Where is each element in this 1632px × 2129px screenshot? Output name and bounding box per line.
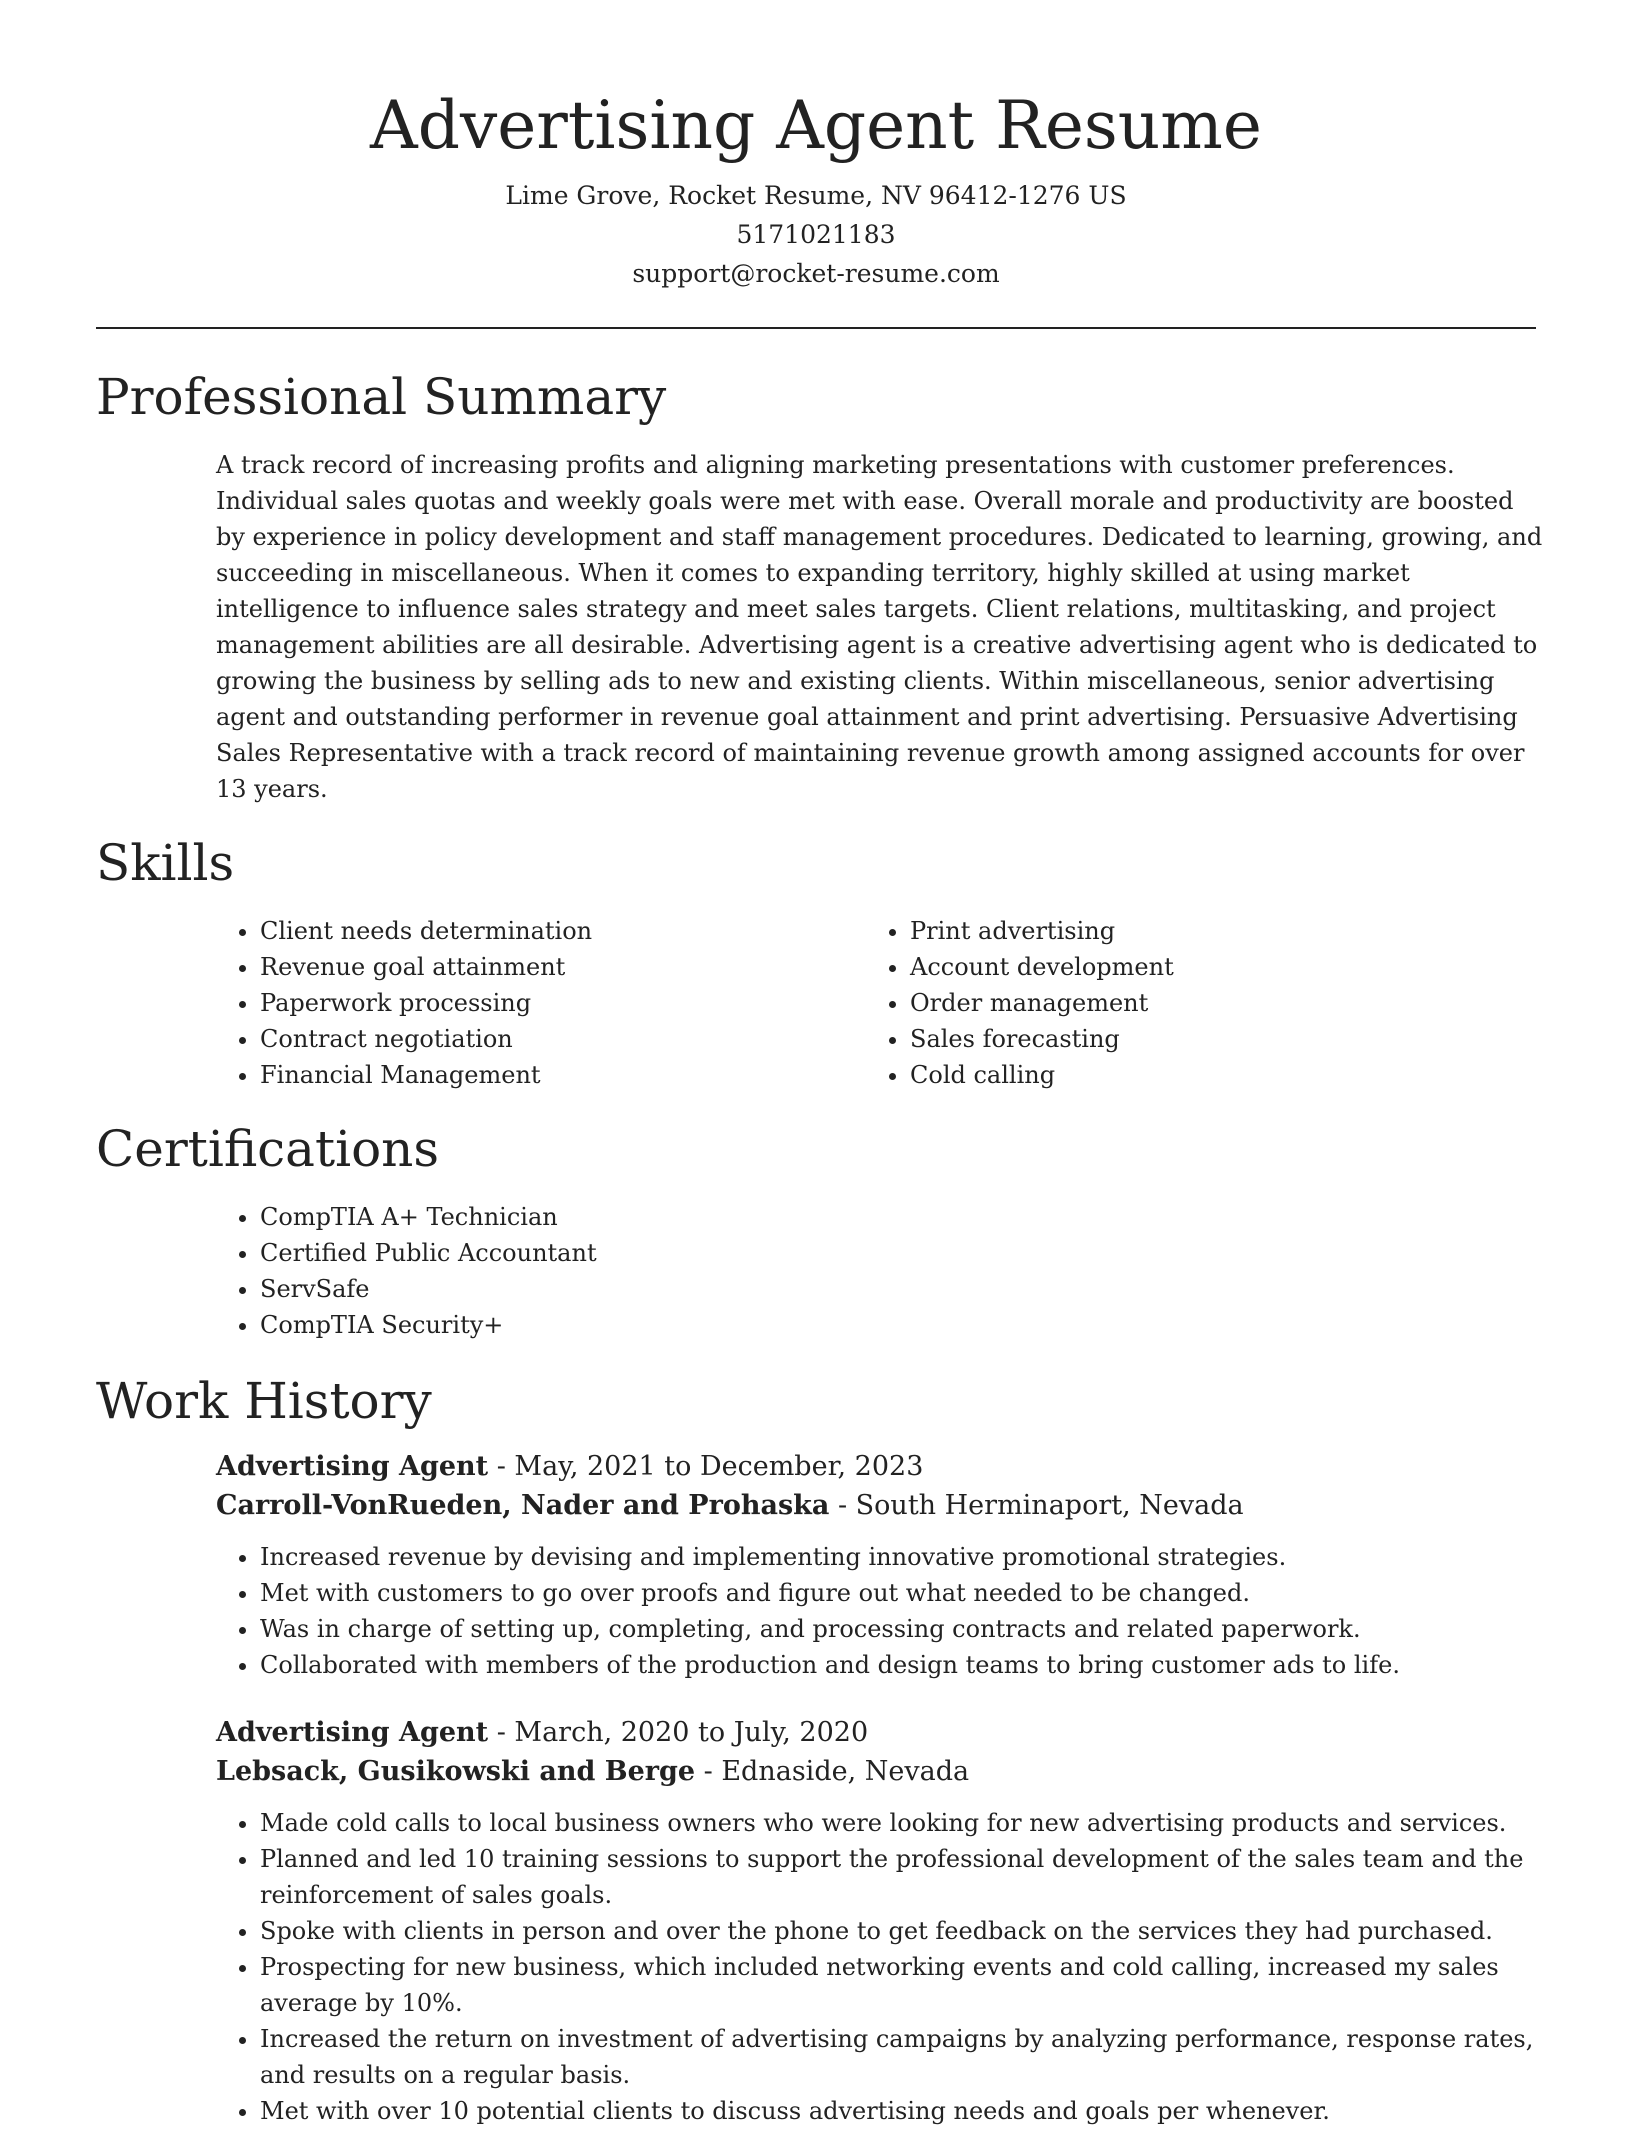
resume-header [96, 0, 1536, 293]
job-company-line: Lebsack, Gusikowski and Berge - Ednaside, Nevada [216, 1756, 970, 1787]
skill-item: • Revenue goal attainment [260, 949, 866, 985]
job-bullets [216, 1539, 1550, 1683]
job-bullet: • Increased the return on investment of advertising campaigns by analyzing performance, response rates, and results on a regular basis. [260, 2021, 1550, 2093]
job-title: Advertising Agent [216, 1451, 489, 1482]
job-bullets [216, 1805, 1550, 2129]
skills-column-left [216, 913, 866, 1093]
certifications-heading: Certifications [96, 1120, 440, 1178]
certification-item: • ServSafe [260, 1271, 1536, 1307]
job-company: Lebsack, Gusikowski and Berge [216, 1756, 696, 1787]
job-bullet: • Collaborated with members of the production and design teams to bring customer ads to life. [260, 1647, 1550, 1683]
skill-item: • Paperwork processing [260, 985, 866, 1021]
job-bullet: • Increased revenue by devising and implementing innovative promotional strategies. [260, 1539, 1550, 1575]
job-bullet: • Was in charge of setting up, completing, and processing contracts and related paperwork. [260, 1611, 1550, 1647]
skills-heading: Skills [96, 834, 235, 892]
job-title: Advertising Agent [216, 1717, 489, 1748]
certifications-list [216, 1199, 1536, 1343]
job-location: South Herminaport, Nevada [855, 1490, 1244, 1521]
skill-item: • Financial Management [260, 1057, 866, 1093]
skill-item: • Sales forecasting [910, 1021, 1516, 1057]
job-bullet: • Made cold calls to local business owners who were looking for new advertising products and services. [260, 1805, 1550, 1841]
job-title-line: Advertising Agent - May, 2021 to December, 2023 [216, 1451, 924, 1482]
contact-address: Lime Grove, Rocket Resume, NV 96412-1276 US [505, 181, 1127, 210]
skill-item: • Cold calling [910, 1057, 1516, 1093]
job-location: Ednaside, Nevada [721, 1756, 970, 1787]
job-title-line: Advertising Agent - March, 2020 to July, 2020 [216, 1717, 869, 1748]
job-entry [216, 1713, 1536, 2129]
contact-email: support@rocket-resume.com [632, 259, 1000, 288]
job-company: Carroll-VonRueden, Nader and Prohaska [216, 1490, 830, 1521]
job-bullet: • Prospecting for new business, which included networking events and cold calling, increased my sales average by 10%. [260, 1949, 1550, 2021]
resume-title: Advertising Agent Resume [370, 87, 1262, 164]
skills-list [216, 913, 1536, 1093]
certification-item: • CompTIA A+ Technician [260, 1199, 1536, 1235]
summary-text: A track record of increasing profits and aligning marketing presentations with customer preferences. Individual sales quotas and weekly goals were met with ease. Overall morale and productivity are boosted by experience in policy development and staff management procedures. Dedicated to learning, growing, and succeeding in miscellaneous. When it comes to expanding territory, highly skilled at using market intelligence to influence sales strategy and meet sales targets. Client relations, multitasking, and project management abilities are all desirable. Advertising agent is a creative advertising agent who is dedicated to growing the business by selling ads to new and existing clients. Within miscellaneous, senior advertising agent and outstanding performer in revenue goal attainment and print advertising. Persuasive Advertising Sales Representative with a track record of maintaining revenue growth among assigned accounts for over 13 years. [216, 451, 1543, 803]
job-bullet: • Met with customers to go over proofs and figure out what needed to be changed. [260, 1575, 1550, 1611]
work-history-heading: Work History [96, 1372, 432, 1430]
job-dates: May, 2021 to December, 2023 [514, 1451, 924, 1482]
header-divider [96, 327, 1536, 329]
summary-heading: Professional Summary [96, 368, 667, 426]
job-company-line: Carroll-VonRueden, Nader and Prohaska - South Herminaport, Nevada [216, 1490, 1244, 1521]
skill-item: • Client needs determination [260, 913, 866, 949]
job-bullet: • Met with over 10 potential clients to discuss advertising needs and goals per whenever. [260, 2093, 1550, 2129]
job-bullet: • Spoke with clients in person and over the phone to get feedback on the services they had purchased. [260, 1913, 1550, 1949]
certification-item: • CompTIA Security+ [260, 1307, 1536, 1343]
job-dates: March, 2020 to July, 2020 [514, 1717, 869, 1748]
contact-phone: 5171021183 [736, 220, 896, 249]
contact-block [96, 176, 1536, 293]
resume-page [96, 0, 1543, 2129]
skill-item: • Contract negotiation [260, 1021, 866, 1057]
skill-item: • Print advertising [910, 913, 1516, 949]
skill-item: • Order management [910, 985, 1516, 1021]
job-bullet: • Planned and led 10 training sessions to support the professional development of the sales team and the reinforcement of sales goals. [260, 1841, 1550, 1913]
skill-item: • Account development [910, 949, 1516, 985]
job-entry [216, 1447, 1536, 1683]
certification-item: • Certified Public Accountant [260, 1235, 1536, 1271]
skills-column-right [866, 913, 1516, 1093]
